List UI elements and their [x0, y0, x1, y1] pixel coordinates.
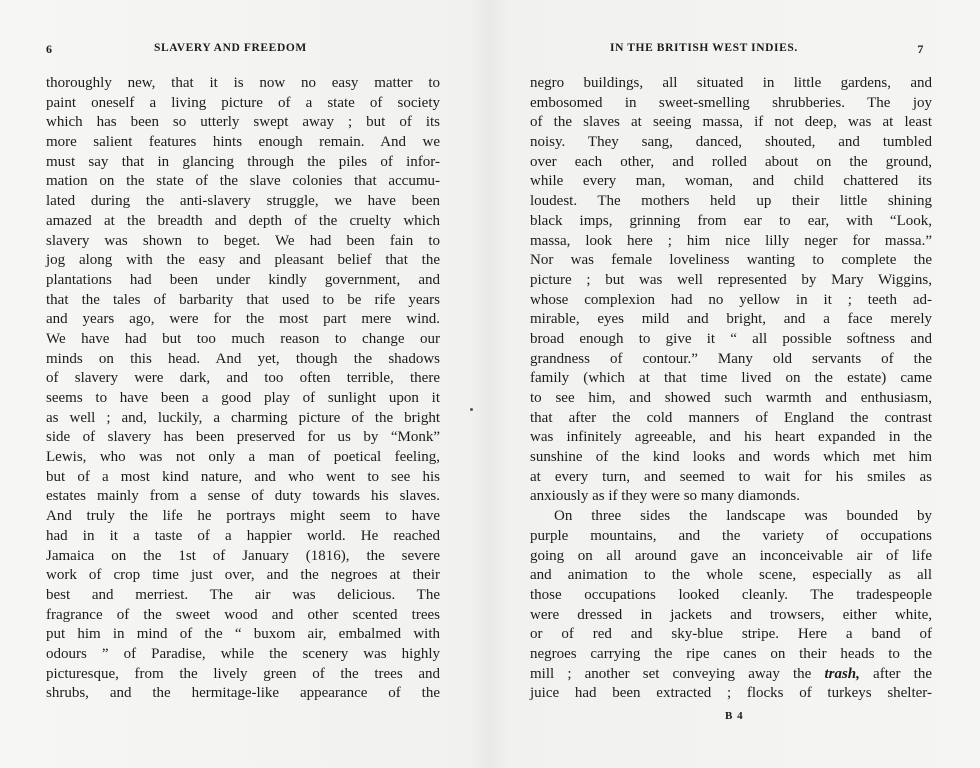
text-line: must say that in glancing through the piles of infor-	[46, 153, 440, 170]
text-line: put him in mind of the “ buxom air, embalmed with	[46, 626, 440, 643]
text-line: plantations had been under kindly government, and	[46, 271, 440, 288]
text-line	[530, 665, 932, 685]
left-running-head	[46, 38, 440, 60]
text-line: On three sides the landscape was bounded by	[554, 508, 932, 525]
text-line: grandness of contour.” Many old servants of the	[530, 350, 932, 367]
text-line: negroes carrying the ripe canes on their heads to the	[530, 645, 932, 662]
text-line: sunshine of the kind looks and words which met him	[530, 449, 932, 466]
text-line: We have had but too much reason to change our	[46, 330, 440, 347]
gutter-mark	[470, 408, 473, 411]
text-line: of the slaves at seeing massa, if not deep, was at least	[530, 114, 932, 131]
text-line: odours ” of Paradise, while the scenery was highly	[46, 645, 440, 662]
text-line: Jamaica on the 1st of January (1816), the severe	[46, 547, 440, 564]
text-line: to see him, and showed such warmth and enthusiasm,	[530, 390, 932, 406]
right-running-title: IN THE BRITISH WEST INDIES.	[610, 42, 798, 54]
line-segment: mill ; another set conveying away the	[530, 665, 825, 682]
text-line: and animation to the whole scene, especially as all	[530, 567, 932, 584]
italic-word: trash,	[824, 665, 860, 682]
text-line: going on all around gave an inconceivable air of life	[530, 547, 932, 564]
text-line: side of slavery has been preserved for us by “Monk”	[46, 429, 440, 446]
text-line: work of crop time just over, and the negroes at their	[46, 567, 440, 584]
text-line: seems to have been a good play of sunlight upon it	[46, 390, 440, 406]
text-line: purple mountains, and the variety of occupations	[530, 527, 932, 544]
signature-mark: B 4	[725, 710, 744, 722]
text-line: anxiously as if they were so many diamonds.	[530, 488, 800, 505]
left-running-title: SLAVERY AND FREEDOM	[154, 42, 307, 54]
right-page-number: 7	[917, 42, 924, 56]
text-line: amazed at the breadth and depth of the cruelty which	[46, 212, 440, 229]
text-line: while every man, woman, and child chattered its	[530, 173, 932, 190]
text-line: Nor was female loveliness wanting to complete the	[530, 252, 932, 269]
left-body-text	[46, 74, 440, 704]
text-line: or of red and sky-blue stripe. Here a band of	[530, 626, 932, 643]
text-line: slavery was shown to beget. We had been fain to	[46, 232, 440, 249]
text-line: picturesque, from the lively green of the trees and	[46, 665, 440, 682]
text-line: mirable, eyes mild and bright, and a face merely	[530, 311, 932, 328]
text-line: but of a most kind nature, and who went to see his	[46, 468, 440, 485]
text-line: noisy. They sang, danced, shouted, and tumbled	[530, 134, 932, 151]
text-line: whose complexion had no yellow in it ; teeth ad-	[530, 291, 932, 308]
text-line: as well ; and, luckily, a charming picture of the bright	[46, 409, 440, 426]
text-line: were dressed in jackets and trowsers, either white,	[530, 606, 932, 623]
text-line: of slavery were dark, and too often terrible, there	[46, 370, 440, 387]
text-line: at every turn, and seemed to wait for his smiles as	[530, 468, 932, 485]
text-line: thoroughly new, that it is now no easy matter to	[46, 75, 440, 91]
text-line: estates mainly from a sense of duty towards his slaves.	[46, 488, 440, 505]
text-line: fragrance of the sweet wood and other scented trees	[46, 606, 440, 623]
text-line: that the tales of barbarity that used to be rife years	[46, 291, 440, 308]
text-line: those occupations looked cleanly. The tradespeople	[530, 586, 932, 603]
text-line: minds on this head. And yet, though the shadows	[46, 350, 440, 367]
text-line: and years ago, were for the most part mere wind.	[46, 311, 440, 328]
text-line: family (which at that time lived on the estate) came	[530, 370, 932, 387]
text-line: picture ; but was well represented by Mary Wiggins,	[530, 271, 932, 288]
text-line: shrubs, and the hermitage-like appearance of the	[46, 685, 440, 702]
left-page-number: 6	[46, 42, 53, 56]
text-line: paint oneself a living picture of a state of society	[46, 94, 440, 111]
text-line: jog along with the easy and pleasant belief that the	[46, 252, 440, 269]
text-line: that after the cold manners of England the contrast	[530, 409, 932, 426]
text-line: massa, look here ; him nice lilly neger for massa.”	[530, 232, 932, 249]
line-segment: after the	[859, 665, 932, 682]
text-line: mation on the state of the slave colonies that accumu-	[46, 173, 440, 190]
text-line: negro buildings, all situated in little gardens, and	[530, 75, 932, 91]
text-line: black imps, grinning from ear to ear, with “Look,	[530, 212, 932, 229]
text-line: over each other, and rolled about on the ground,	[530, 153, 932, 170]
text-line: lated during the anti-slavery struggle, we have been	[46, 193, 440, 210]
right-running-head	[530, 38, 932, 60]
right-page	[530, 38, 932, 722]
text-line: had in it a taste of a happier world. He reached	[46, 527, 440, 544]
text-line: more salient features hints enough remain. And we	[46, 134, 440, 151]
text-line: Lewis, who was not only a man of poetical feeling,	[46, 449, 440, 466]
text-line: best and merriest. The air was delicious. The	[46, 586, 440, 603]
left-page	[46, 38, 440, 704]
text-line: embosomed in sweet-smelling shrubberies. The joy	[530, 94, 932, 111]
right-body-text	[530, 74, 932, 704]
text-line: juice had been extracted ; flocks of turkeys shelter-	[530, 685, 932, 702]
text-line: And truly the life he portrays might seem to have	[46, 508, 440, 525]
text-line: was infinitely agreeable, and his heart expanded in the	[530, 429, 932, 446]
text-line: loudest. The mothers held up their little shining	[530, 193, 932, 210]
text-line: which has been so utterly swept away ; but of its	[46, 114, 440, 131]
text-line: broad enough to give it “ all possible softness and	[530, 330, 932, 347]
